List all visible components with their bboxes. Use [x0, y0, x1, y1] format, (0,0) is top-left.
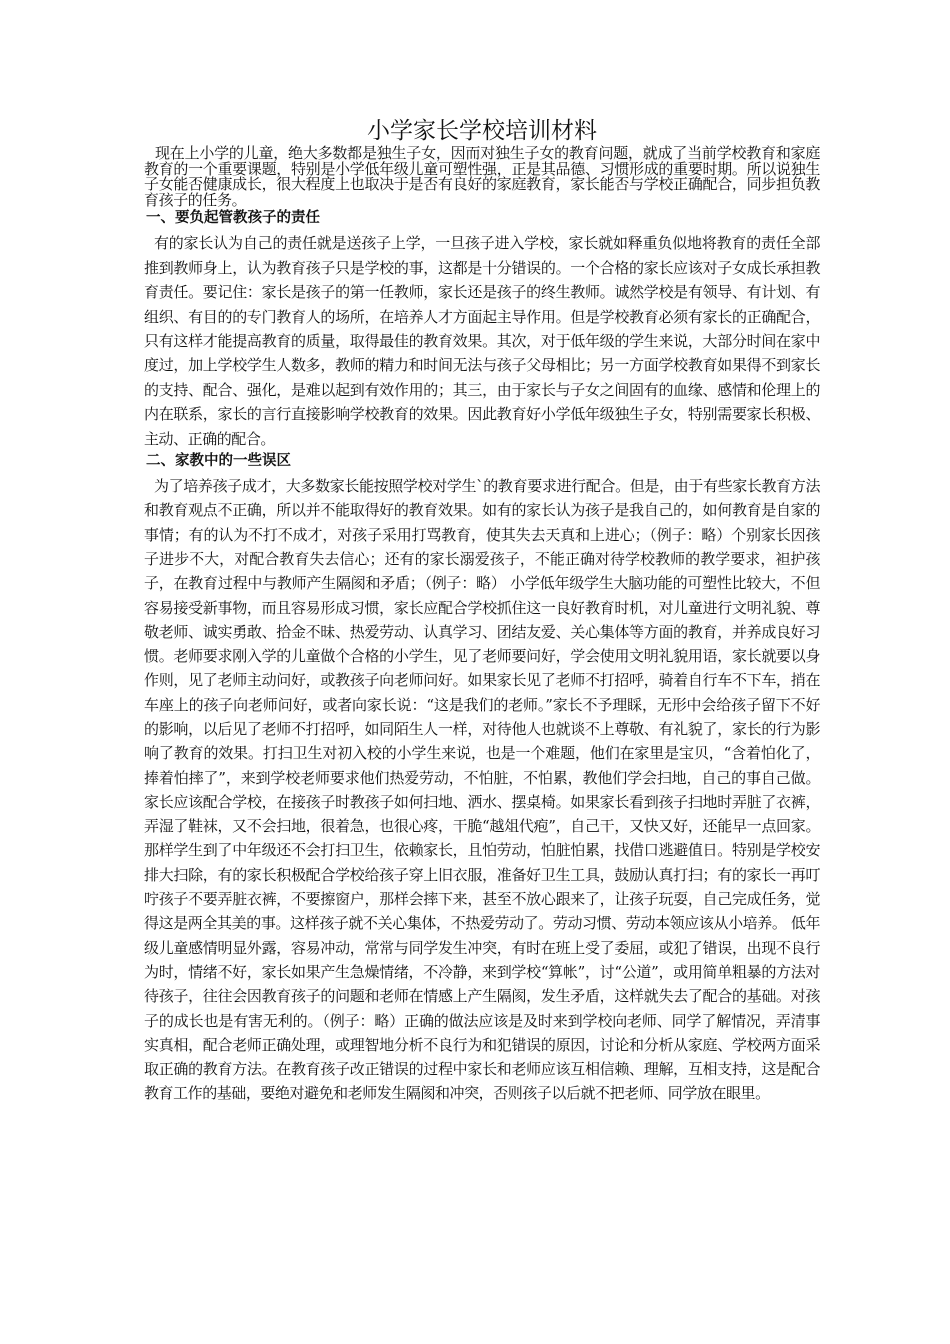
section-heading-misconceptions: 二、家教中的一些误区 [146, 453, 291, 470]
document-page [144, 116, 820, 1106]
section-body-misconceptions: 为了培养孩子成才，大多数家长能按照学校对学生`的教育要求进行配合。但是，由于有些家长教育方法和教育观点不正确，所以并不能取得好的教育效果。如有的家长认为孩子是我自己的，如何教育是自家的事情；有的认为不打不成才，对孩子采用打骂教育，使其失去天真和上进心；（例子：略）个别家长因孩子进步不大，对配合教育失去信心；还有的家长溺爱孩子，不能正确对待学校教师的教学要求，袒护孩子，在教育过程中与教师产生隔阂和矛盾；（例子：略） 小学低年级学生大脑功能的可塑性比较大，不但容易接受新事物，而且容易形成习惯，家长应配合学校抓住这一良好教育时机，对儿童进行文明礼貌、尊敬老师、诚实勇敢、拾金不昧、热爱劳动、认真学习、团结友爱、关心集体等方面的教育，并养成良好习惯。老师要求刚入学的儿童做个合格的小学生，见了老师要问好，学会使用文明礼貌用语，家长就要以身作则，见了老师主动问好，或教孩子向老师问好。如果家长见了老师不打招呼，骑着自行车不下车，捎在车座上的孩子向老师问好，或者向家长说：“这是我们的老师。”家长不予理睬，无形中会给孩子留下不好的影响，以后见了老师不打招呼，如同陌生人一样，对待他人也就谈不上尊敬、有礼貌了，家长的行为影响了教育的效果。打扫卫生对初入校的小学生来说，也是一个难题，他们在家里是宝贝，“含着怕化了，捧着怕摔了”，来到学校老师要求他们热爱劳动，不怕脏，不怕累，教他们学会扫地，自己的事自己做。家长应该配合学校，在接孩子时教孩子如何扫地、洒水、摆桌椅。如果家长看到孩子扫地时弄脏了衣裤，弄湿了鞋袜，又不会扫地，很着急，也很心疼，干脆“越俎代疱”，自己干，又快又好，还能早一点回家。那样学生到了中年级还不会打扫卫生，依赖家长，且怕劳动，怕脏怕累，找借口逃避值日。特别是学校安排大扫除，有的家长积极配合学校给孩子穿上旧衣服，准备好卫生工具，鼓励认真打扫；有的家长一再叮咛孩子不要弄脏衣裤，不要擦窗户，那样会摔下来，甚至不放心跟来了，让孩子玩耍，自己完成任务，觉得这是两全其美的事。这样孩子就不关心集体，不热爱劳动了。劳动习惯、劳动本领应该从小培养。 低年级儿童感情明显外露，容易冲动，常常与同学发生冲突，有时在班上受了委屈，或犯了错误，出现不良行为时，情绪不好，家长如果产生急燥情绪，不冷静，来到学校“算帐”，讨“公道”，或用简单粗暴的方法对待孩子，往往会因教育孩子的问题和老师在情感上产生隔阂，发生矛盾，这样就失去了配合的基础。对孩子的成长也是有害无利的。（例子：略）正确的做法应该是及时来到学校向老师、同学了解情况，弄清事实真相，配合老师正确处理，或理智地分析不良行为和犯错误的原因，讨论和分析从家庭、学校两方面采取正确的教育方法。在教育孩子改正错误的过程中家长和老师应该互相信赖、理解，互相支持，这是配合教育工作的基础，要绝对避免和老师发生隔阂和冲突，否则孩子以后就不把老师、同学放在眼里。 [144, 477, 820, 1103]
section-body-responsibility: 有的家长认为自己的责任就是送孩子上学，一旦孩子进入学校，家长就如释重负似地将教育的责任全部推到教师身上，认为教育孩子只是学校的事，这都是十分错误的。一个合格的家长应该对子女成长承担教育责任。要记住：家长是孩子的第一任教师，家长还是孩子的终生教师。诚然学校是有领导、有计划、有组织、有目的的专门教育人的场所，在培养人才方面起主导作用。但是学校教育必须有家长的正确配合，只有这样才能提高教育的质量，取得最佳的教育效果。其次，对于低年级的学生来说，大部分时间在家中度过，加上学校学生人数多，教师的精力和时间无法与孩子父母相比；另一方面学校教育如果得不到家长的支持、配合、强化，是难以起到有效作用的；其三，由于家长与子女之间固有的血缘、感情和伦理上的内在联系，家长的言行直接影响学校教育的效果。因此教育好小学低年级独生子女，特别需要家长积极、主动、正确的配合。 [144, 234, 820, 448]
intro-paragraph: 现在上小学的儿童，绝大多数都是独生子女，因而对独生子女的教育问题，就成了当前学校教育和家庭教育的一个重要课题，特别是小学低年级儿童可塑性强，正是其品德、习惯形成的重要时期。所以说独生子女能否健康成长，很大程度上也取决于是否有良好的家庭教育，家长能否与学校正确配合，同步担负教育孩子的任务。 [144, 144, 820, 209]
section-heading-responsibility: 一、要负起管教孩子的责任 [146, 210, 320, 227]
document-title: 小学家长学校培训材料 [367, 118, 597, 144]
